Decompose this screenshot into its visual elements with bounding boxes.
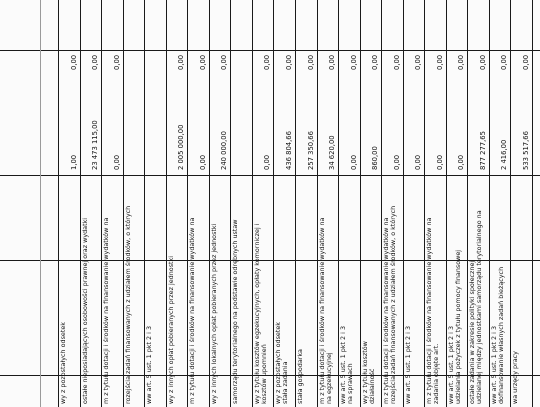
- row-label: m z tytułu dotacji i środków na finansowanie wydatków na: [188, 217, 196, 404]
- executed-value: 0,00: [393, 54, 401, 70]
- row-label: wy z tytułu kosztów: [361, 341, 369, 404]
- executed-value: 0,00: [307, 54, 315, 70]
- executed-value: 0,00: [500, 54, 508, 70]
- planned-value: 1,00: [70, 154, 78, 170]
- row-label: samorządu terytorialnego na podstawie odrębnych ustaw: [231, 219, 239, 404]
- row-label-continuation: działalność: [368, 368, 376, 404]
- planned-value: 2 005 000,00: [177, 124, 185, 170]
- row-label: wy z innych lokalnych opłat pobieranych przez jednostki: [210, 223, 218, 404]
- row-label: ostałe nieposiadających osobowości prawnej oraz wydatki: [81, 217, 89, 404]
- executed-value: 0,00: [479, 54, 487, 70]
- row-label: rozejścia zadań finansowanych z udziałem środków, o których: [124, 205, 132, 404]
- executed-value: 0,00: [436, 54, 444, 70]
- executed-value: 0,00: [263, 54, 271, 70]
- planned-value: 860,00: [371, 146, 379, 170]
- row-label: ostałe zadania w zakresie polityki społecznej: [468, 260, 476, 404]
- row-label: ww art. 5 ust. 1 pkt 2 i 3: [339, 325, 347, 404]
- planned-value: 877 277,65: [479, 131, 487, 170]
- row-label: m z tytułu dotacji i środków na finansowanie wydatków na: [318, 217, 326, 404]
- planned-value: 2 416,00: [500, 139, 508, 170]
- planned-value: 0,00: [393, 154, 401, 170]
- executed-value: 0,00: [91, 54, 99, 70]
- row-label-continuation: udzielanej między jednostkami samorządu terytorialnego na: [475, 210, 483, 404]
- row-label-continuation: na egzekucyjnej: [325, 352, 333, 404]
- executed-value: 0,00: [457, 54, 465, 70]
- row-label-continuation: rozejścia zadań finansowanych z udziałem środków, o których: [389, 205, 397, 404]
- row-label: m z tytułu dotacji i środków na finansowanie wydatków na: [102, 217, 110, 404]
- row-label-continuation: dofinansowanie własnych zadań bieżących: [497, 266, 505, 404]
- column-divider: [0, 175, 540, 176]
- planned-value: 436 804,66: [285, 131, 293, 170]
- executed-value: 0,00: [199, 54, 207, 70]
- planned-value: 0,00: [457, 154, 465, 170]
- row-label: m z tytułu dotacji i środków na finansowanie wydatków na: [425, 217, 433, 404]
- planned-value: 0,00: [436, 154, 444, 170]
- row-label-continuation: zadania objęte art.: [432, 343, 440, 404]
- scan-edge: [40, 0, 41, 407]
- executed-value: 0,00: [414, 54, 422, 70]
- executed-value: 0,00: [220, 54, 228, 70]
- row-label: ww art. 5 ust. 1 pkt 2 i 3: [145, 325, 153, 404]
- executed-value: 0,00: [371, 54, 379, 70]
- row-label-continuation: stała zadania: [281, 361, 289, 404]
- planned-value: 0,00: [414, 154, 422, 170]
- row-label: wy z innych opłat pobieranych przez jednostki: [167, 255, 175, 404]
- executed-value: 0,00: [177, 54, 185, 70]
- executed-value: 0,00: [285, 54, 293, 70]
- row-label: wa urzędy pracy: [511, 351, 519, 404]
- executed-value: 0,00: [113, 54, 121, 70]
- row-label: ww art. 5 ust. 1 pkt 2 i 3: [447, 325, 455, 404]
- row-divider: [532, 0, 533, 407]
- row-label: stała gospodarka: [296, 349, 304, 404]
- row-label-continuation: kosztów upomnień: [260, 344, 268, 404]
- executed-value: 0,00: [522, 54, 530, 70]
- row-label: ww art. 5 ust. 1 pkt 2 i 3: [490, 325, 498, 404]
- row-divider: [295, 0, 296, 407]
- planned-value: 240 000,00: [220, 131, 228, 170]
- planned-value: 23 473 115,00: [91, 120, 99, 170]
- planned-value: 0,00: [199, 154, 207, 170]
- planned-value: 0,00: [113, 154, 121, 170]
- executed-value: 0,00: [70, 54, 78, 70]
- executed-value: 0,00: [328, 54, 336, 70]
- executed-value: 0,00: [350, 54, 358, 70]
- planned-value: 257 350,66: [307, 131, 315, 170]
- row-label: wy z tytułu kosztów egzekucyjnych, opłaty komorniczej i: [253, 223, 261, 404]
- row-label: m z tytułu dotacji i środków na finansowanie wydatków na: [382, 217, 390, 404]
- row-label: wy z pozostałych odsetek: [274, 322, 282, 404]
- planned-value: 0,00: [350, 154, 358, 170]
- row-label: wy z pozostałych odsetek: [59, 322, 67, 404]
- row-divider: [510, 0, 511, 407]
- column-divider: [0, 50, 540, 51]
- row-label: ww art. 5 ust. 1 pkt 2 i 3: [404, 325, 412, 404]
- row-label-continuation: na sprawach: [346, 363, 354, 404]
- row-label-continuation: udzielania pożyczek z tytułu pomocy finansowej: [454, 249, 462, 404]
- planned-value: 0,00: [263, 154, 271, 170]
- planned-value: 533 517,66: [522, 131, 530, 170]
- planned-value: 34 620,00: [328, 135, 336, 170]
